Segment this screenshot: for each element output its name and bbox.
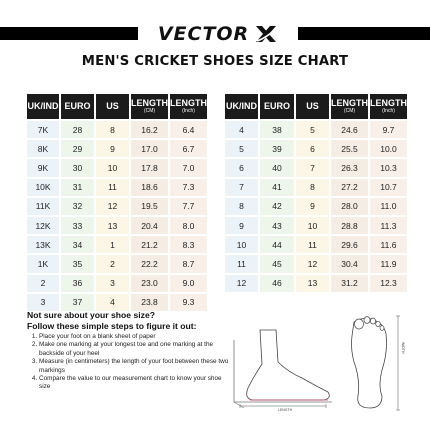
table-row bbox=[27, 198, 207, 215]
table-cell: 7.0 bbox=[170, 159, 207, 176]
table-row bbox=[27, 121, 207, 138]
column-header bbox=[225, 94, 258, 119]
table-row bbox=[225, 121, 407, 138]
header-bar-left bbox=[0, 27, 138, 40]
column-header-unit: (Inch) bbox=[182, 108, 195, 114]
column-header bbox=[170, 94, 207, 119]
table-cell: 32 bbox=[61, 198, 94, 215]
table-cell: 24.6 bbox=[331, 121, 368, 138]
table-cell: 9 bbox=[296, 198, 329, 215]
help-steps-list bbox=[27, 333, 232, 392]
table-cell: 8 bbox=[96, 121, 129, 138]
table-cell: 11 bbox=[96, 179, 129, 196]
table-cell: 30 bbox=[61, 159, 94, 176]
column-header bbox=[296, 94, 329, 119]
table-cell: 1 bbox=[96, 236, 129, 253]
table-cell: 29 bbox=[61, 140, 94, 157]
table-row bbox=[27, 255, 207, 272]
table-cell: 23.8 bbox=[131, 294, 168, 311]
width-label: WIDTH bbox=[401, 342, 405, 354]
column-header-label: LENGTH bbox=[170, 98, 207, 108]
table-row bbox=[225, 179, 407, 196]
table-cell: 1K bbox=[27, 255, 59, 272]
column-header bbox=[370, 94, 407, 119]
table-cell: 43 bbox=[260, 217, 294, 234]
table-header-row bbox=[27, 94, 207, 119]
table-cell: 7K bbox=[27, 121, 59, 138]
help-step: 4. Compare the value to our measurement chart to know your shoe size bbox=[39, 375, 232, 392]
table-cell: 5 bbox=[225, 140, 258, 157]
table-cell: 11 bbox=[225, 255, 258, 272]
table-row bbox=[225, 217, 407, 234]
table-cell: 12 bbox=[225, 275, 258, 292]
table-cell: 9 bbox=[96, 140, 129, 157]
table-row bbox=[27, 159, 207, 176]
table-row bbox=[27, 275, 207, 292]
table-row bbox=[225, 236, 407, 253]
table-cell: 7.7 bbox=[170, 198, 207, 215]
table-cell: 31.2 bbox=[331, 275, 368, 292]
table-cell: 10.3 bbox=[370, 159, 407, 176]
table-row bbox=[225, 140, 407, 157]
table-cell: 9.0 bbox=[170, 275, 207, 292]
table-cell: 37 bbox=[61, 294, 94, 311]
column-header-label: US bbox=[106, 101, 119, 111]
table-cell: 39 bbox=[260, 140, 294, 157]
table-cell: 11.9 bbox=[370, 255, 407, 272]
table-cell: 19.5 bbox=[131, 198, 168, 215]
table-cell: 3 bbox=[96, 275, 129, 292]
table-cell: 13 bbox=[96, 217, 129, 234]
table-cell: 2 bbox=[27, 275, 59, 292]
table-cell: 25.5 bbox=[331, 140, 368, 157]
table-row bbox=[225, 255, 407, 272]
column-header bbox=[260, 94, 294, 119]
table-cell: 7 bbox=[225, 179, 258, 196]
table-body bbox=[225, 121, 407, 292]
column-header-label: LENGTH bbox=[331, 98, 368, 108]
table-cell: 13 bbox=[296, 275, 329, 292]
length-label: LENGTH bbox=[278, 408, 293, 412]
table-cell: 27.2 bbox=[331, 179, 368, 196]
table-cell: 6.4 bbox=[170, 121, 207, 138]
column-header-label: UK/IND bbox=[226, 101, 257, 111]
column-header-label: LENGTH bbox=[370, 98, 407, 108]
table-cell: 12 bbox=[296, 255, 329, 272]
table-cell: 29.6 bbox=[331, 236, 368, 253]
table-cell: 16.2 bbox=[131, 121, 168, 138]
table-cell: 10.7 bbox=[370, 179, 407, 196]
table-cell: 6.7 bbox=[170, 140, 207, 157]
table-cell: 6 bbox=[225, 159, 258, 176]
table-cell: 28 bbox=[61, 121, 94, 138]
table-cell: 10 bbox=[225, 236, 258, 253]
table-cell: 12.3 bbox=[370, 275, 407, 292]
help-subtitle: Follow these simple steps to figure it out: bbox=[27, 321, 197, 331]
table-cell: 7 bbox=[296, 159, 329, 176]
table-cell: 31 bbox=[61, 179, 94, 196]
table-cell: 20.4 bbox=[131, 217, 168, 234]
table-cell: 9K bbox=[27, 159, 59, 176]
column-header-unit: (CM) bbox=[143, 108, 156, 114]
column-header bbox=[131, 94, 168, 119]
table-cell: 11 bbox=[296, 236, 329, 253]
table-cell: 12 bbox=[96, 198, 129, 215]
table-cell: 9.7 bbox=[370, 121, 407, 138]
brand-name: VECTOR bbox=[157, 23, 250, 45]
table-cell: 11.3 bbox=[370, 217, 407, 234]
table-cell: 11K bbox=[27, 198, 59, 215]
column-header-unit: (Inch) bbox=[382, 108, 395, 114]
table-cell: 7.3 bbox=[170, 179, 207, 196]
table-cell: 28.0 bbox=[331, 198, 368, 215]
brand-x-mark-icon bbox=[254, 24, 278, 44]
table-cell: 8K bbox=[27, 140, 59, 157]
column-header bbox=[96, 94, 129, 119]
table-cell: 4 bbox=[225, 121, 258, 138]
brand-logo bbox=[148, 22, 288, 46]
header-bar-right bbox=[298, 27, 430, 40]
column-header bbox=[331, 94, 368, 119]
table-row bbox=[27, 140, 207, 157]
table-row bbox=[27, 236, 207, 253]
column-header-label: EURO bbox=[263, 101, 290, 111]
table-cell: 23.0 bbox=[131, 275, 168, 292]
table-cell: 8 bbox=[296, 179, 329, 196]
table-cell: 42 bbox=[260, 198, 294, 215]
table-cell: 10K bbox=[27, 179, 59, 196]
table-cell: 45 bbox=[260, 255, 294, 272]
table-cell: 4 bbox=[96, 294, 129, 311]
column-header-label: UK/IND bbox=[27, 101, 59, 111]
size-help-section bbox=[27, 310, 232, 392]
table-body bbox=[27, 121, 207, 311]
table-cell: 18.6 bbox=[131, 179, 168, 196]
table-cell: 10 bbox=[96, 159, 129, 176]
table-cell: 30.4 bbox=[331, 255, 368, 272]
table-cell: 8.7 bbox=[170, 255, 207, 272]
table-cell: 41 bbox=[260, 179, 294, 196]
table-cell: 46 bbox=[260, 275, 294, 292]
column-header-label: US bbox=[306, 101, 319, 111]
table-cell: 26.3 bbox=[331, 159, 368, 176]
table-cell: 34 bbox=[61, 236, 94, 253]
table-row bbox=[27, 217, 207, 234]
table-cell: 12K bbox=[27, 217, 59, 234]
table-row bbox=[225, 198, 407, 215]
table-cell: 8.0 bbox=[170, 217, 207, 234]
table-cell: 36 bbox=[61, 275, 94, 292]
size-table-left bbox=[25, 92, 209, 313]
help-question: Not sure about your shoe size? bbox=[27, 310, 155, 320]
foot-measurement-illustration bbox=[232, 312, 410, 412]
table-cell: 17.0 bbox=[131, 140, 168, 157]
table-cell: 3 bbox=[27, 294, 59, 311]
table-row bbox=[27, 179, 207, 196]
column-header bbox=[27, 94, 59, 119]
table-cell: 11.6 bbox=[370, 236, 407, 253]
table-header-row bbox=[225, 94, 407, 119]
table-cell: 44 bbox=[260, 236, 294, 253]
table-cell: 8.3 bbox=[170, 236, 207, 253]
table-cell: 17.8 bbox=[131, 159, 168, 176]
table-row bbox=[225, 159, 407, 176]
table-cell: 22.2 bbox=[131, 255, 168, 272]
table-cell: 38 bbox=[260, 121, 294, 138]
table-cell: 11.0 bbox=[370, 198, 407, 215]
table-cell: 9 bbox=[225, 217, 258, 234]
table-cell: 21.2 bbox=[131, 236, 168, 253]
table-cell: 28.8 bbox=[331, 217, 368, 234]
help-step: 1. Place your foot on a blank sheet of paper bbox=[39, 333, 232, 341]
table-cell: 10 bbox=[296, 217, 329, 234]
table-cell: 33 bbox=[61, 217, 94, 234]
column-header-label: EURO bbox=[64, 101, 91, 111]
column-header bbox=[61, 94, 94, 119]
help-step: 2. Make one marking at your longest toe and one marking at the backside of your heel bbox=[39, 341, 232, 358]
table-row bbox=[27, 294, 207, 311]
page-title: MEN'S CRICKET SHOES SIZE CHART bbox=[81, 54, 349, 69]
table-cell: 8 bbox=[225, 198, 258, 215]
table-cell: 40 bbox=[260, 159, 294, 176]
size-table-right bbox=[223, 92, 409, 294]
foot-top-view-icon bbox=[352, 316, 401, 410]
table-cell: 9.3 bbox=[170, 294, 207, 311]
table-cell: 35 bbox=[61, 255, 94, 272]
column-header-label: LENGTH bbox=[131, 98, 168, 108]
table-row bbox=[225, 275, 407, 292]
table-cell: 13K bbox=[27, 236, 59, 253]
foot-side-view-icon bbox=[234, 330, 332, 408]
column-header-unit: (CM) bbox=[343, 108, 356, 114]
table-cell: 5 bbox=[296, 121, 329, 138]
help-step: 3. Measure (in centimeters) the length of your foot between these two markings bbox=[39, 358, 232, 375]
table-cell: 10.0 bbox=[370, 140, 407, 157]
table-cell: 6 bbox=[296, 140, 329, 157]
table-cell: 2 bbox=[96, 255, 129, 272]
